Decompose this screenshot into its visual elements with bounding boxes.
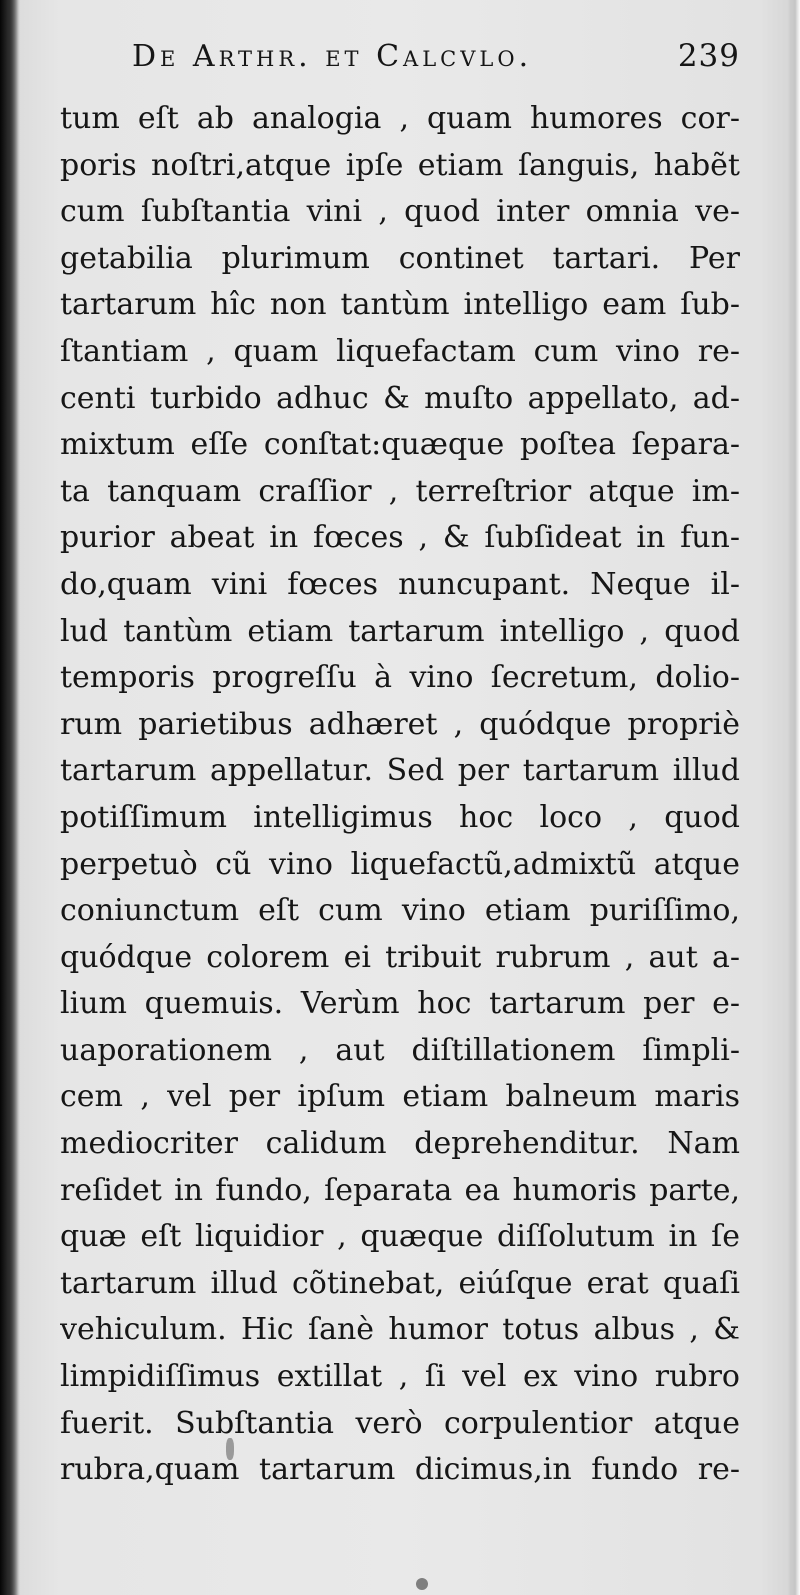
text-line: cum ſubſtantia vini , quod inter omnia ve- bbox=[60, 194, 740, 230]
text-line: quæ eſt liquidior , quæque diſſolutum in ſe bbox=[60, 1219, 740, 1255]
book-spine-shadow bbox=[0, 0, 20, 1595]
text-line: do,quam vini fœces nuncupant. Neque il- bbox=[60, 566, 740, 602]
text-line: reſidet in fundo, ſeparata ea humoris parte, bbox=[60, 1172, 740, 1208]
text-line: tartarum appellatur. Sed per tartarum illud bbox=[60, 753, 740, 789]
text-line: centi turbido adhuc & muſto appellato, ad- bbox=[60, 380, 740, 416]
text-line: limpidiſſimus extillat , ſi vel ex vino rubro bbox=[60, 1359, 740, 1395]
text-line: tartarum hîc non tantùm intelligo eam ſub- bbox=[60, 287, 740, 323]
text-line: uaporationem , aut diſtillationem ſimpli- bbox=[60, 1032, 740, 1068]
text-line: purior abeat in fœces , & ſubſideat in fun- bbox=[60, 520, 740, 556]
page-content bbox=[60, 38, 740, 1494]
text-line: perpetuò cũ vino liquefactũ,admixtũ atque bbox=[60, 846, 740, 882]
text-line: mediocriter calidum deprehenditur. Nam bbox=[60, 1126, 740, 1162]
page-header bbox=[60, 38, 740, 90]
text-line: coniunctum eſt cum vino etiam puriſſimo, bbox=[60, 893, 740, 929]
text-line: poris noſtri,atque ipſe etiam ſanguis, habẽt bbox=[60, 147, 740, 183]
running-title: De Arthr. et Calcvlo. bbox=[132, 39, 533, 74]
text-line: rum parietibus adhæret , quódque propriè bbox=[60, 706, 740, 742]
text-line: lium quemuis. Verùm hoc tartarum per e- bbox=[60, 986, 740, 1022]
ink-blot bbox=[416, 1578, 428, 1590]
body-text bbox=[60, 96, 740, 1494]
text-line: vehiculum. Hic ſanè humor totus albus , & bbox=[60, 1312, 740, 1348]
text-line: fuerit. Subſtantia verò corpulentior atque bbox=[60, 1405, 740, 1441]
ink-blot bbox=[226, 1438, 234, 1460]
text-line: ta tanquam craſſior , terreſtrior atque im- bbox=[60, 473, 740, 509]
page-number: 239 bbox=[677, 38, 740, 74]
text-line: quódque colorem ei tribuit rubrum , aut a- bbox=[60, 939, 740, 975]
page-edge-shadow bbox=[788, 0, 800, 1595]
text-line: getabilia plurimum continet tartari. Per bbox=[60, 240, 740, 276]
text-line: rubra,quam tartarum dicimus,in fundo re- bbox=[60, 1452, 740, 1488]
text-line: potiſſimum intelligimus hoc loco , quod bbox=[60, 799, 740, 835]
text-line: lud tantùm etiam tartarum intelligo , quod bbox=[60, 613, 740, 649]
text-line: tartarum illud cõtinebat, eiúſque erat quaſi bbox=[60, 1265, 740, 1301]
text-line: tum eſt ab analogia , quam humores cor- bbox=[60, 101, 740, 136]
text-line: mixtum eſſe conſtat:quæque poſtea ſepara- bbox=[60, 427, 740, 463]
text-line: temporis progreſſu à vino ſecretum, dolio- bbox=[60, 660, 740, 696]
text-line: cem , vel per ipſum etiam balneum maris bbox=[60, 1079, 740, 1115]
text-line: ſtantiam , quam liquefactam cum vino re- bbox=[60, 333, 740, 369]
